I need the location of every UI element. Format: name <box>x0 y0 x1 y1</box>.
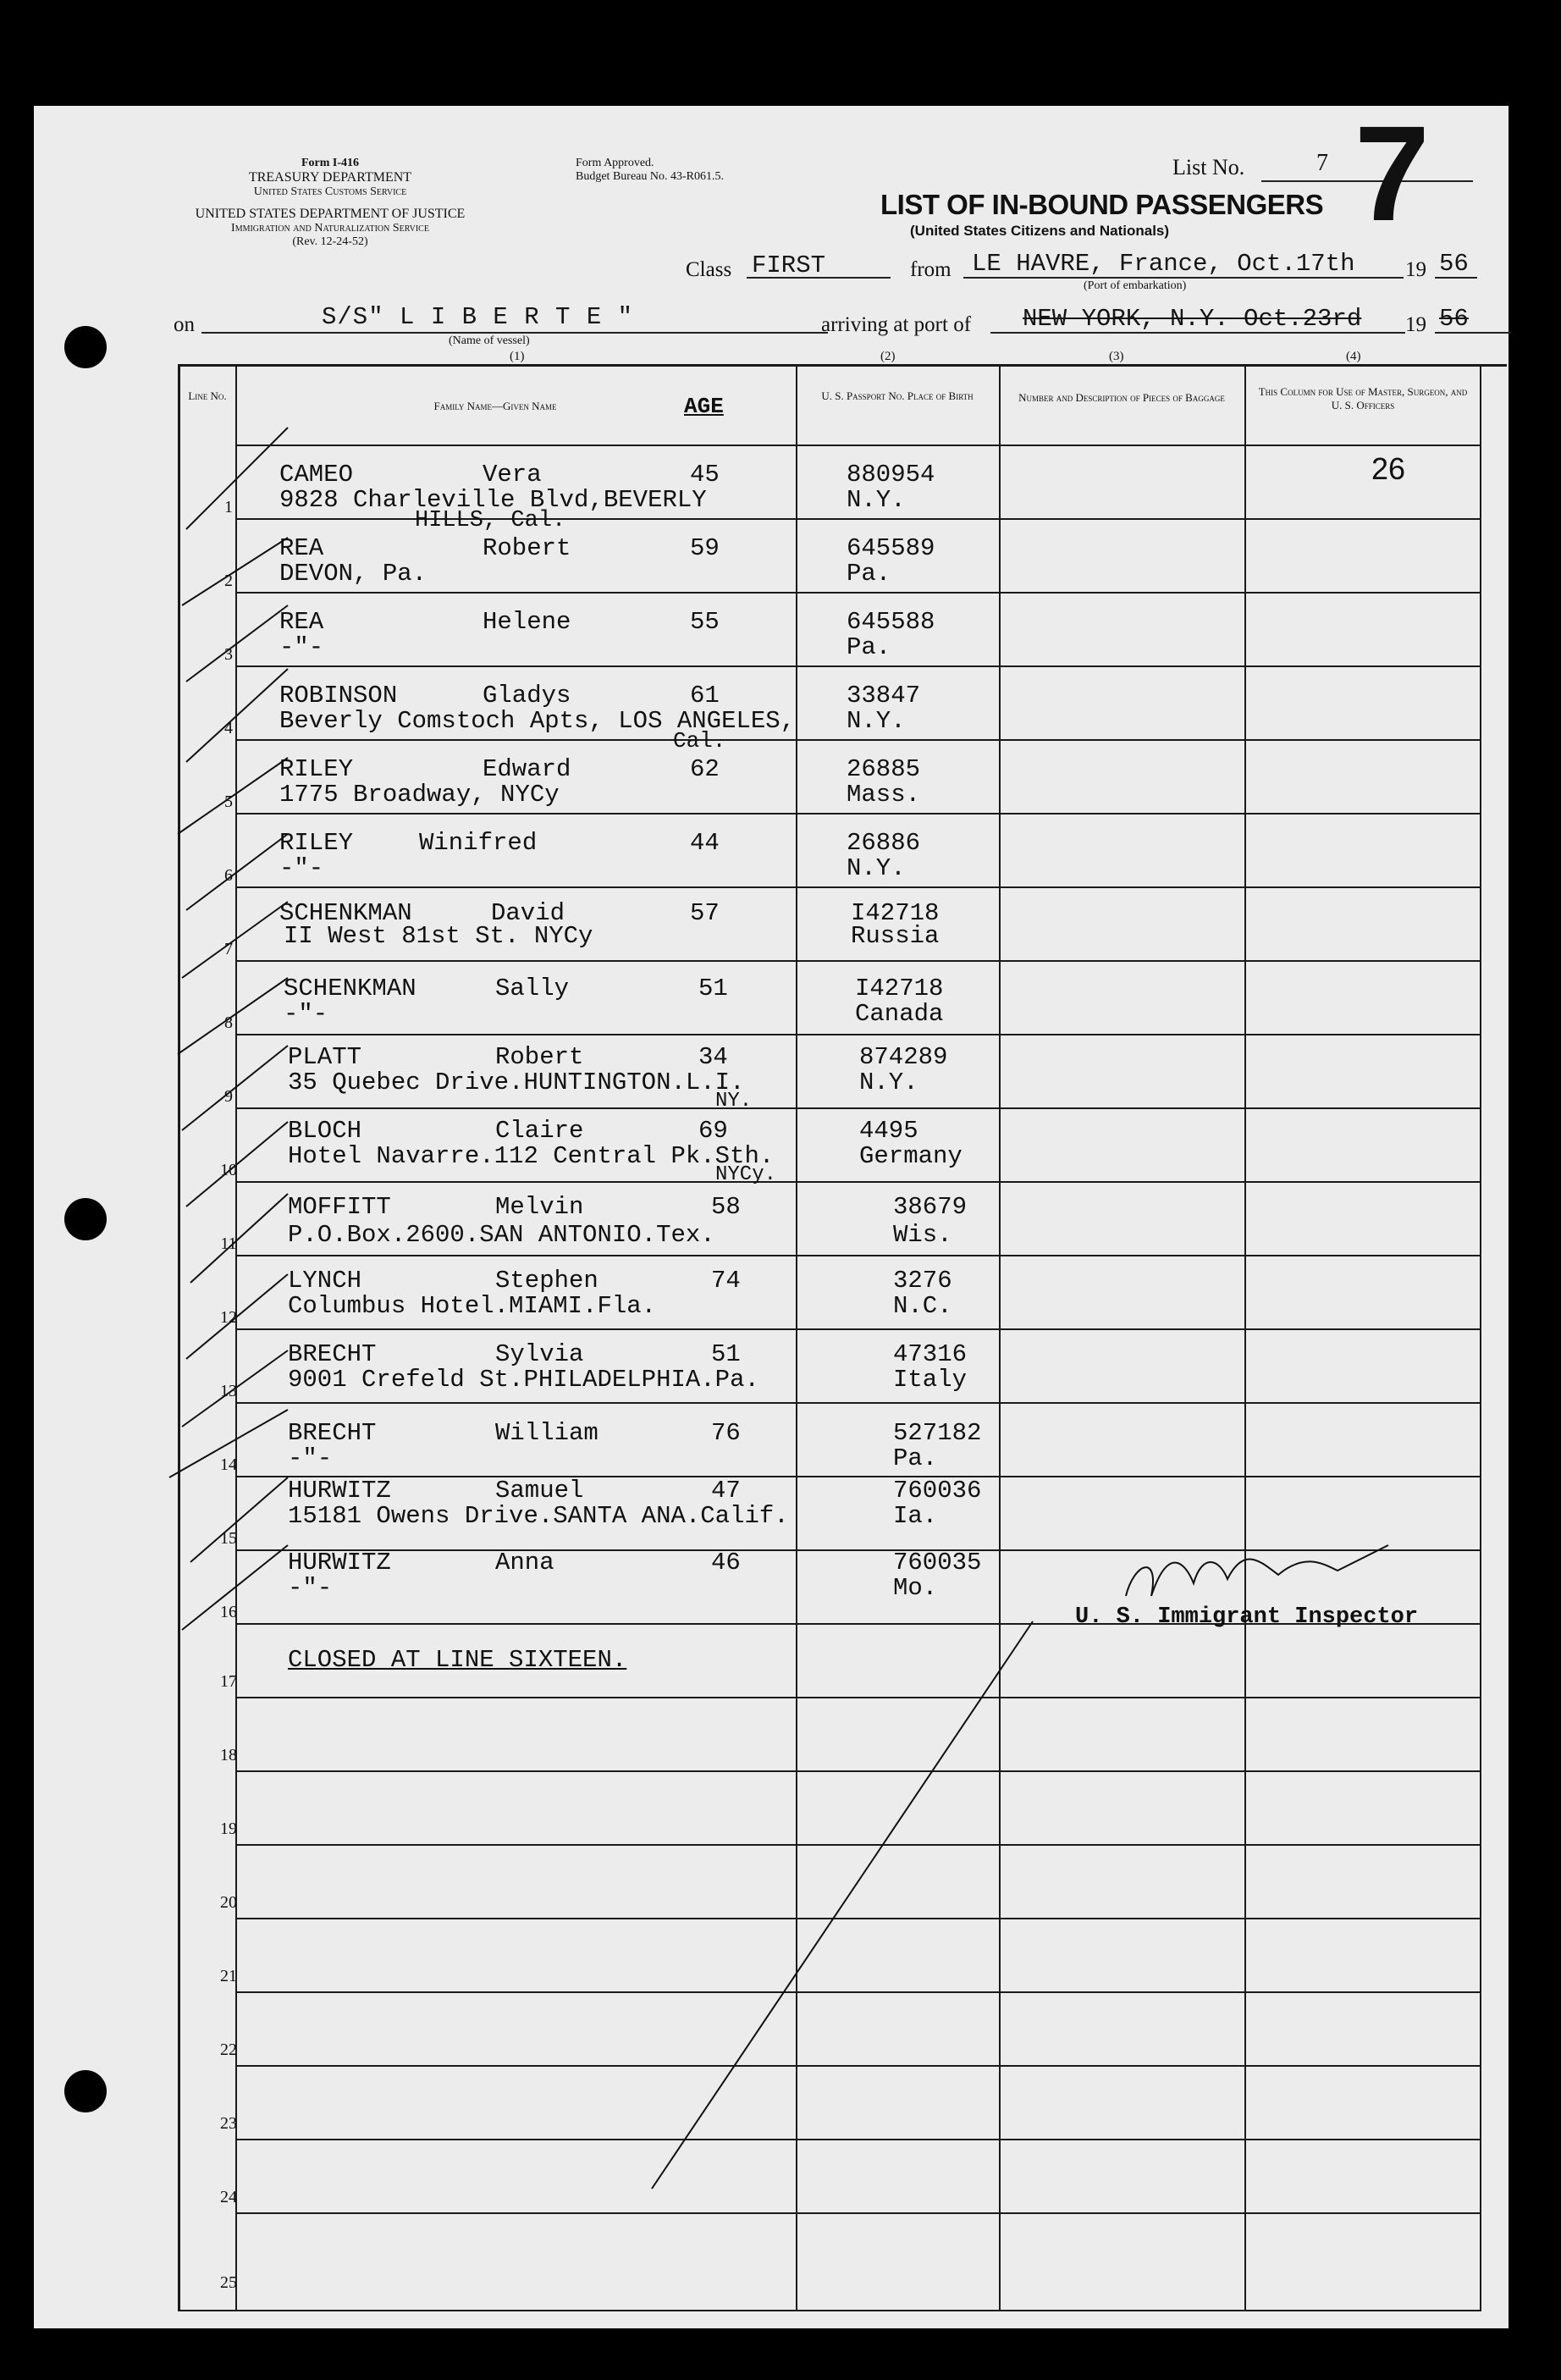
given-name: Robert <box>495 1043 584 1071</box>
passport-no: 33847 <box>847 682 921 710</box>
age: 59 <box>690 534 720 562</box>
family-name: SCHENKMAN <box>279 899 412 927</box>
given-name: Helene <box>483 608 571 636</box>
birth-place: Russia <box>851 922 940 950</box>
pen-marks <box>34 97 1509 2328</box>
line-number: 20 <box>220 1893 237 1912</box>
given-name: Stephen <box>495 1267 598 1295</box>
dept-treasury: TREASURY DEPARTMENT <box>248 170 412 185</box>
address: Columbus Hotel.MIAMI.Fla. <box>288 1292 657 1320</box>
inspector-label: U. S. Immigrant Inspector <box>1075 1604 1419 1630</box>
family-name: BRECHT <box>288 1340 377 1368</box>
line-number: 4 <box>224 719 233 737</box>
family-name: HURWITZ <box>288 1549 391 1577</box>
address: 1775 Broadway, NYCy <box>279 781 560 809</box>
line-number: 1 <box>224 498 233 516</box>
age: 69 <box>698 1117 728 1145</box>
given-name: Robert <box>483 534 571 562</box>
line-number: 2 <box>224 572 233 590</box>
passport-no: 760035 <box>893 1549 982 1577</box>
header-line-no: Line No. <box>188 389 227 402</box>
family-name: BRECHT <box>288 1419 377 1447</box>
family-name: LYNCH <box>288 1267 362 1295</box>
birth-place: Ia. <box>893 1502 938 1530</box>
given-name: Sally <box>495 975 570 1002</box>
birth-place: N.Y. <box>847 486 906 514</box>
list-no-big: 7 <box>1354 97 1430 249</box>
approval-text: Form Approved. <box>576 157 654 169</box>
col-num-1: (1) <box>510 350 525 363</box>
age: 62 <box>690 755 720 783</box>
address-cont: NYCy. <box>715 1163 777 1186</box>
year-from: 56 <box>1439 250 1469 278</box>
given-name: Edward <box>483 755 571 783</box>
passport-no: 26886 <box>847 829 921 857</box>
address: 9828 Charleville Blvd,BEVERLY <box>279 486 707 514</box>
given-name: Samuel <box>495 1477 584 1505</box>
birth-place: N.Y. <box>859 1069 918 1096</box>
birth-place: Wis. <box>893 1221 952 1249</box>
passport-no: 645589 <box>847 534 935 562</box>
age: 76 <box>711 1419 741 1447</box>
header-baggage: Number and Description of Pieces of Baggage <box>1018 391 1225 404</box>
family-name: REA <box>279 608 324 636</box>
address: 35 Quebec Drive.HUNTINGTON.L.I. <box>288 1069 745 1096</box>
family-name: SCHENKMAN <box>284 975 416 1002</box>
address: P.O.Box.2600.SAN ANTONIO.Tex. <box>288 1221 715 1249</box>
given-name: Claire <box>495 1117 584 1145</box>
line-number: 25 <box>220 2273 237 2292</box>
passport-no: 38679 <box>893 1193 968 1221</box>
year-prefix-from: 19 <box>1405 258 1426 281</box>
passport-no: 760036 <box>893 1477 982 1505</box>
given-name: William <box>495 1419 598 1447</box>
embark-port: LE HAVRE, France, Oct.17th <box>972 250 1355 278</box>
age: 34 <box>698 1043 728 1071</box>
address-cont: HILLS, Cal. <box>415 508 566 533</box>
line-number: 23 <box>220 2114 237 2133</box>
birth-place: N.Y. <box>847 854 906 882</box>
passport-no: 880954 <box>847 461 935 489</box>
age: 74 <box>711 1267 741 1295</box>
family-name: RILEY <box>279 755 354 783</box>
birth-place: Mo. <box>893 1574 938 1602</box>
address-cont: NY. <box>715 1090 753 1113</box>
family-name: REA <box>279 534 324 562</box>
birth-place: Germany <box>859 1142 963 1170</box>
port-embark-caption: (Port of embarkation) <box>1084 279 1187 292</box>
age: 58 <box>711 1193 741 1221</box>
header-officers: This Column for Use of Master, Surgeon, and U. S. Officers <box>1258 385 1468 411</box>
line-number: 10 <box>220 1161 237 1179</box>
family-name: MOFFITT <box>288 1193 391 1221</box>
header-age: AGE <box>684 394 724 419</box>
year-arrive: 56 <box>1439 305 1469 333</box>
address: -"- <box>284 1000 328 1028</box>
form-title: LIST OF IN-BOUND PASSENGERS <box>880 189 1324 220</box>
address: -"- <box>279 854 324 882</box>
officer-note: 26 <box>1371 451 1406 486</box>
col-num-3: (3) <box>1109 350 1124 363</box>
age: 61 <box>690 682 720 710</box>
passport-no: 645588 <box>847 608 935 636</box>
line-number: 3 <box>224 645 233 664</box>
form-number: Form I-416 <box>301 157 360 169</box>
line-number: 12 <box>220 1308 237 1327</box>
address: Beverly Comstoch Apts, LOS ANGELES, <box>279 707 796 735</box>
birth-place: Mass. <box>847 781 921 809</box>
line-number: 9 <box>224 1087 233 1106</box>
line-number: 19 <box>220 1820 237 1838</box>
line-number: 13 <box>220 1382 237 1400</box>
birth-place: Italy <box>893 1366 968 1394</box>
dept-justice: UNITED STATES DEPARTMENT OF JUSTICE <box>195 206 466 221</box>
age: 51 <box>711 1340 741 1368</box>
passport-no: 4495 <box>859 1117 918 1145</box>
address: Hotel Navarre.112 Central Pk.Sth. <box>288 1142 775 1170</box>
passport-no: 3276 <box>893 1267 952 1295</box>
line-number: 8 <box>224 1013 233 1032</box>
given-name: Winifred <box>419 829 538 857</box>
given-name: David <box>491 899 565 927</box>
passport-no: I42718 <box>851 899 940 927</box>
dept-justice-sub: Immigration and Naturalization Service <box>231 221 429 235</box>
address: -"- <box>279 633 324 661</box>
col-num-4: (4) <box>1346 350 1361 363</box>
line-number: 14 <box>220 1455 237 1474</box>
bureau-number: Budget Bureau No. 43-R061.5. <box>576 170 724 184</box>
birth-place: N.Y. <box>847 707 906 735</box>
age: 51 <box>698 975 728 1002</box>
line-number: 24 <box>220 2188 237 2206</box>
line-number: 6 <box>224 866 233 885</box>
manifest-page <box>34 97 1509 2328</box>
given-name: Anna <box>495 1549 554 1577</box>
family-name: CAMEO <box>279 461 354 489</box>
passport-no: 26885 <box>847 755 921 783</box>
age: 44 <box>690 829 720 857</box>
address: DEVON, Pa. <box>279 560 427 588</box>
closing-statement: CLOSED AT LINE SIXTEEN. <box>288 1646 627 1674</box>
class-label: Class <box>686 258 732 281</box>
from-label: from <box>910 258 951 281</box>
family-name: PLATT <box>288 1043 362 1071</box>
vessel-name: S/S" L I B E R T E " <box>322 303 634 331</box>
address-cont: Cal. <box>673 728 726 754</box>
passport-no: 874289 <box>859 1043 948 1071</box>
birth-place: Canada <box>855 1000 944 1028</box>
vessel-caption: (Name of vessel) <box>449 334 530 347</box>
address: -"- <box>288 1444 333 1472</box>
class-value: FIRST <box>752 251 826 279</box>
family-name: ROBINSON <box>279 682 398 710</box>
age: 46 <box>711 1549 741 1577</box>
arrival-port: NEW YORK, N.Y. Oct.23rd <box>1023 305 1362 333</box>
given-name: Gladys <box>483 682 571 710</box>
line-number: 16 <box>220 1603 237 1621</box>
col-num-2: (2) <box>880 350 896 363</box>
line-number: 7 <box>224 940 233 958</box>
form-subtitle: (United States Citizens and Nationals) <box>910 223 1170 239</box>
family-name: RILEY <box>279 829 354 857</box>
header-passport: U. S. Passport No. Place of Birth <box>821 389 974 402</box>
line-number: 17 <box>220 1672 237 1691</box>
arriving-label: arriving at port of <box>821 313 972 336</box>
line-number: 21 <box>220 1967 237 1985</box>
age: 55 <box>690 608 720 636</box>
birth-place: Pa. <box>847 633 891 661</box>
age: 45 <box>690 461 720 489</box>
age: 47 <box>711 1477 741 1505</box>
family-name: BLOCH <box>288 1117 362 1145</box>
given-name: Sylvia <box>495 1340 584 1368</box>
age: 57 <box>690 899 720 927</box>
on-label: on <box>174 313 195 336</box>
revision: (Rev. 12-24-52) <box>292 235 368 249</box>
address: 9001 Crefeld St.PHILADELPHIA.Pa. <box>288 1366 759 1394</box>
header-name: Family Name—Given Name <box>433 400 557 412</box>
address: -"- <box>288 1574 333 1602</box>
passport-no: I42718 <box>855 975 944 1002</box>
line-number: 18 <box>220 1746 237 1764</box>
birth-place: Pa. <box>893 1444 938 1472</box>
address: 15181 Owens Drive.SANTA ANA.Calif. <box>288 1502 789 1530</box>
address: II West 81st St. NYCy <box>284 922 593 950</box>
list-no-small: 7 <box>1316 150 1328 176</box>
line-number: 22 <box>220 2040 237 2059</box>
given-name: Melvin <box>495 1193 584 1221</box>
passport-no: 47316 <box>893 1340 968 1368</box>
year-prefix-arrive: 19 <box>1405 313 1426 336</box>
line-number: 15 <box>220 1529 237 1548</box>
family-name: HURWITZ <box>288 1477 391 1505</box>
passport-no: 527182 <box>893 1419 982 1447</box>
given-name: Vera <box>483 461 542 489</box>
list-no-label: List No. <box>1172 155 1245 179</box>
birth-place: N.C. <box>893 1292 952 1320</box>
birth-place: Pa. <box>847 560 891 588</box>
line-number: 11 <box>220 1234 237 1253</box>
line-number: 5 <box>224 792 233 811</box>
dept-treasury-sub: United States Customs Service <box>253 185 407 199</box>
